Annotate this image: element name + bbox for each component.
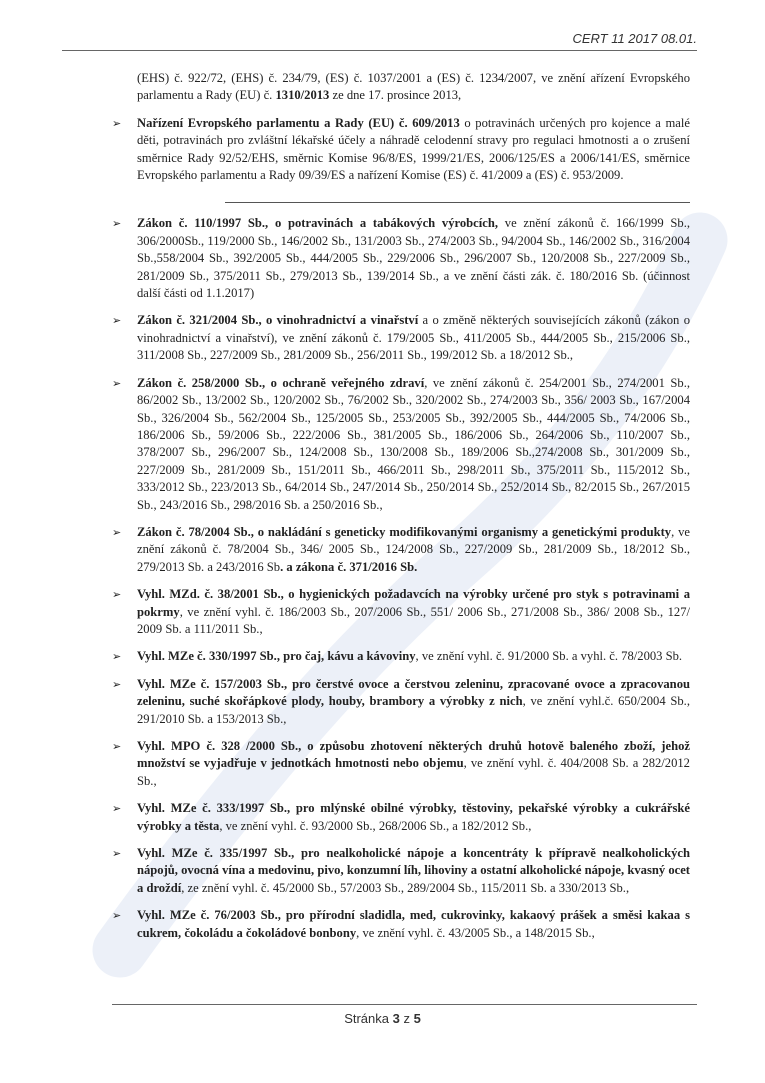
regulation-text: , ve znění zákonů č. 254/2001 Sb., 274/2001 Sb., 86/2002 Sb., 13/2002 Sb., 120/2002 Sb., 76/2002 Sb., 320/2002 Sb., 274/2003 Sb., 356/ 2003 Sb., 167/2004 Sb., 326/2004 Sb., 562/2004 Sb., 125/2005 Sb., 253/2005 Sb., 392/2005 Sb., 444/2005 Sb., 74/2006 Sb., 186/2006 Sb., 59/2006 Sb., 222/2006 Sb., 381/2005 Sb., 186/2006 Sb., 264/2006 Sb., 110/2007 Sb., 378/2007 Sb., 296/2007 Sb., 124/2008 Sb., 130/2008 Sb., 189/2006 Sb.,274/2008 Sb., 301/2009 Sb., 227/2009 Sb., 281/2009 Sb., 151/2011 Sb., 466/2011 Sb., 298/2011 Sb., 375/2011 Sb., 115/2012 Sb., 333/2012 Sb., 223/2013 Sb., 64/2014 Sb., 247/2014 Sb., 250/2014 Sb., 252/2014 Sb., 82/2015 Sb., 267/2015 Sb., 243/2016 Sb., 298/2016 Sb. a 250/2016 Sb.,	[137, 375, 691, 512]
arrow-bullet-icon: ➢	[112, 588, 122, 602]
arrow-bullet-icon: ➢	[112, 802, 122, 816]
regulation-text: (EHS) č. 922/72, (EHS) č. 234/79, (ES) č. 1037/2001 a (ES) č. 1234/2007, ve znění ařízení Evropského parlamentu a Rady (EU) č.	[137, 71, 690, 103]
regulation-text: , ve znění vyhl. č. 91/2000 Sb. a vyhl. č. 78/2003 Sb.	[415, 649, 683, 664]
regulation-title: Vyhl. MZe č. 76/2003 Sb., pro přírodní sladidla, med, cukrovinky, kakaový prášek a směsi kakaa s cukrem, čokoládu a čokoládové bonbony	[137, 908, 690, 940]
page-number	[0, 1011, 765, 1026]
regulation-text: , ve znění vyhl. č. 404/2008 Sb. a 282/2012 Sb.,	[137, 756, 690, 788]
regulation-title: Zákon č. 258/2000 Sb., o ochraně veřejného zdraví	[137, 375, 425, 390]
regulation-text: , ze znění vyhl. č. 45/2000 Sb., 57/2003 Sb., 289/2004 Sb., 115/2011 Sb. a 330/2013 Sb.,	[181, 880, 630, 895]
header-rule	[62, 50, 697, 51]
list-item	[112, 215, 690, 302]
eu-regulations-list	[112, 115, 690, 185]
page-label: Stránka	[344, 1011, 393, 1026]
regulation-title: Vyhl. MZe č. 157/2003 Sb., pro čerstvé ovoce a čerstvou zeleninu, zpracované ovoce a zpracovanou zeleninu, suché skořápkové plody, houby, brambory a výrobky z nich	[137, 676, 690, 709]
regulation-text: , ve znění zákonů č. 78/2004 Sb., 346/ 2005 Sb., 124/2008 Sb., 227/2009 Sb., 281/2009 Sb., 18/2012 Sb., 279/2013 Sb. a 243/2016 Sb	[137, 524, 690, 574]
regulation-text: , ve znění vyhl. č. 43/2005 Sb., a 148/2015 Sb.,	[356, 925, 595, 940]
regulation-title: Vyhl. MZe č. 330/1997 Sb., pro čaj, kávu a kávoviny	[137, 649, 416, 664]
list-item	[112, 845, 690, 897]
intro-paragraph	[112, 70, 690, 105]
list-item	[112, 738, 690, 790]
list-item	[112, 312, 690, 364]
list-item	[112, 524, 690, 576]
footer-rule	[112, 1004, 697, 1005]
arrow-bullet-icon: ➢	[112, 650, 122, 664]
list-item	[112, 800, 690, 835]
regulation-title: Vyhl. MZe č. 333/1997 Sb., pro mlýnské obilné výrobky, těstoviny, pekařské výrobky a cukrářské výrobky a těsta	[137, 801, 690, 833]
regulation-title: 1310/2013	[275, 88, 330, 103]
regulation-title: . a zákona č. 371/2016 Sb.	[280, 559, 418, 574]
regulation-title: Nařízení Evropského parlamentu a Rady (EU) č. 609/2013	[137, 115, 460, 130]
national-laws-list	[112, 215, 690, 942]
arrow-bullet-icon: ➢	[112, 909, 122, 923]
list-item	[112, 648, 690, 665]
arrow-bullet-icon: ➢	[112, 116, 122, 130]
regulation-text: , ve znění vyhl. č. 186/2003 Sb., 207/2006 Sb., 551/ 2006 Sb., 271/2008 Sb., 386/ 2008 Sb., 127/ 2009 Sb. a 111/2011 Sb.,	[137, 604, 690, 636]
arrow-bullet-icon: ➢	[112, 217, 122, 231]
regulation-text: , ve znění vyhl.č. 650/2004 Sb., 291/2010 Sb. a 153/2013 Sb.,	[137, 694, 690, 726]
page-of: z	[399, 1011, 414, 1026]
document-code: CERT 11 2017 08.01.	[572, 31, 697, 46]
arrow-bullet-icon: ➢	[112, 677, 122, 691]
regulation-text: a o změně některých souvisejících zákonů (zákon o vinohradnictví a vinařství), ve znění zákonů č. 179/2005 Sb., 411/2005 Sb., 444/2005 Sb., 215/2006 Sb., 311/2008 Sb., 227/2009 Sb., 281/2009 Sb., 256/2011 Sb., 199/2012 Sb. a 18/2012 Sb.,	[137, 313, 690, 363]
regulation-title: Vyhl. MPO č. 328 /2000 Sb., o způsobu zhotovení některých druhů hotově baleného zboží, jehož množství se vyjadřuje v jednotkách hmotnosti nebo objemu	[137, 739, 690, 771]
arrow-bullet-icon: ➢	[112, 740, 122, 753]
arrow-bullet-icon: ➢	[112, 847, 122, 861]
total-pages: 5	[413, 1011, 421, 1026]
current-page: 3	[392, 1011, 400, 1026]
regulation-title: Zákon č. 78/2004 Sb., o nakládání s geneticky modifikovanými organismy a genetickými produkty	[137, 524, 672, 539]
regulation-text: ve znění zákonů č. 166/1999 Sb., 306/2000Sb., 119/2000 Sb., 146/2002 Sb., 131/2003 Sb., 274/2003 Sb., 94/2004 Sb., 146/2002 Sb., 316/2004 Sb.,558/2004 Sb., 392/2005 Sb., 444/2005 Sb., 229/2006 Sb., 296/2007 Sb., 120/2008 Sb., 227/2009 Sb., 281/2009 Sb., 375/2011 Sb., 279/2013 Sb., 139/2014 Sb., a ve znění části zák. č. 180/2016 Sb. (účinnost další části od 1.1.2017)	[137, 216, 690, 301]
list-item	[112, 115, 690, 185]
list-item	[112, 586, 690, 638]
regulation-title: Vyhl. MZd. č. 38/2001 Sb., o hygienických požadavcích na výrobky určené pro styk s potravinami a pokrmy	[137, 587, 690, 619]
arrow-bullet-icon: ➢	[112, 376, 122, 390]
regulation-text: o potravinách určených pro kojence a malé děti, potravinách pro zvláštní lékařské účely a náhradě celodenní stravy pro regulaci hmotnosti a o zrušení směrnice Rady 92/52/EHS, směrnic Komise 96/8/ES, 1999/21/ES, 2006/125/ES a 2006/141/ES, směrnice Evropského parlamentu a Rady 09/39/ES a nařízení Komise (ES) č. 41/2009 a (ES) č. 953/2009.	[137, 115, 690, 183]
regulation-text: ze dne 17. prosince 2013,	[329, 88, 462, 103]
regulation-title: Zákon č. 321/2004 Sb., o vinohradnictví a vinařství	[137, 313, 419, 328]
document-body	[112, 70, 690, 952]
regulation-title: Vyhl. MZe č. 335/1997 Sb., pro nealkoholické nápoje a koncentráty k přípravě nealkoholických nápojů, ovocná vína a medovinu, pivo, konzumní líh, lihoviny a ostatní alkoholické nápoje, kvasný ocet a droždí	[137, 846, 690, 895]
regulation-title: Zákon č. 110/1997 Sb., o potravinách a tabákových výrobcích,	[137, 216, 499, 231]
regulation-text: , ve znění vyhl. č. 93/2000 Sb., 268/2006 Sb., a 182/2012 Sb.,	[219, 818, 532, 833]
list-item	[112, 375, 690, 514]
list-item	[112, 676, 690, 728]
arrow-bullet-icon: ➢	[112, 525, 122, 539]
arrow-bullet-icon: ➢	[112, 314, 122, 328]
section-separator	[225, 202, 690, 203]
list-item	[112, 907, 690, 942]
